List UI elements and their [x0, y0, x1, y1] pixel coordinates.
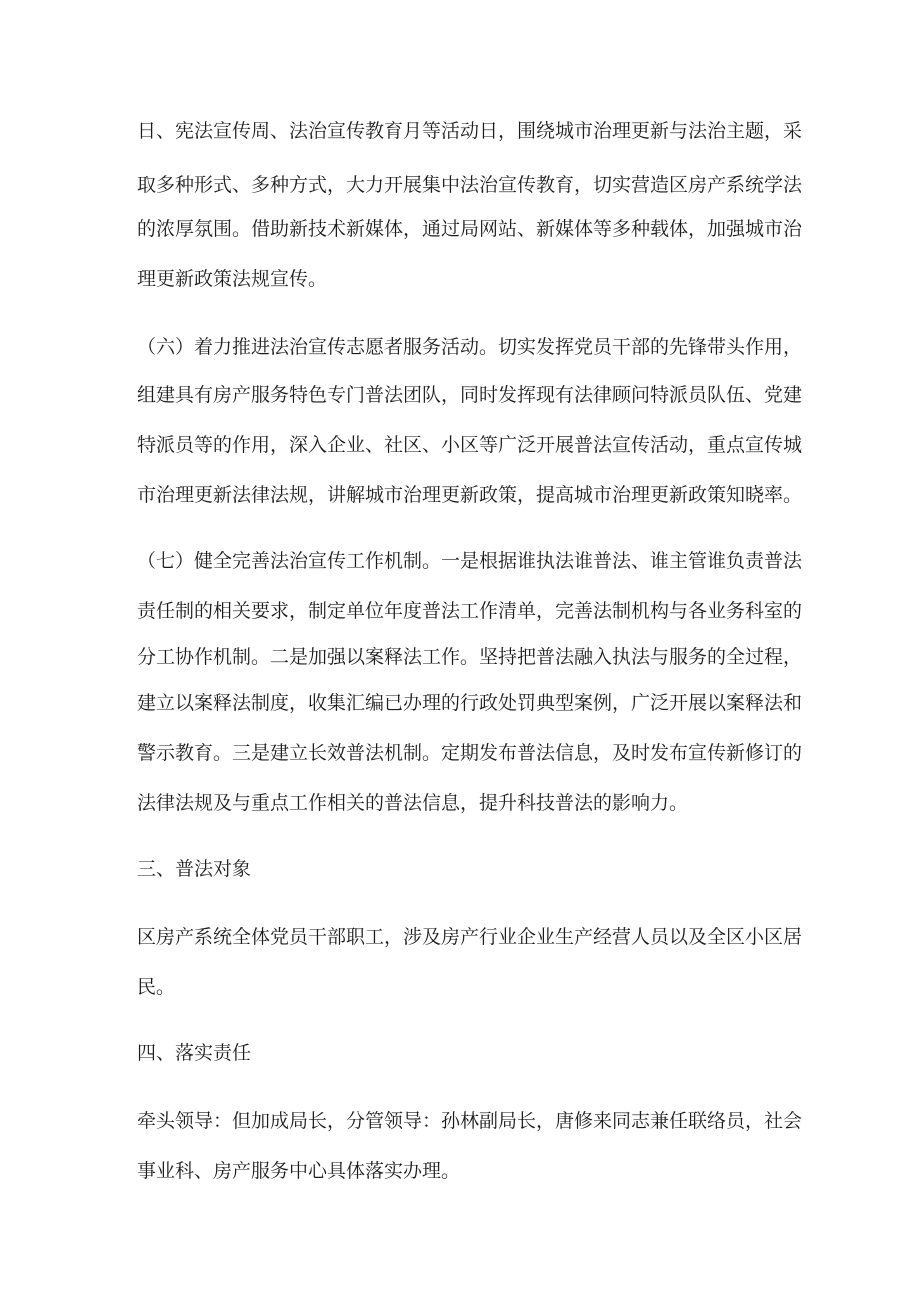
section-heading-text: 四、落实责任 [137, 1042, 252, 1064]
text-line: 日、宪法宣传周、法治宣传教育月等活动日，围绕城市治理更新与法治主题，采 [137, 120, 803, 142]
text-line: 建立以案释法制度，收集汇编已办理的行政处罚典型案例，广泛开展以案释法和 [137, 692, 803, 714]
text-line: （六）着力推进法治宣传志愿者服务活动。切实发挥党员干部的先锋带头作用， [137, 336, 803, 358]
text-line: 区房产系统全体党员干部职工，涉及房产行业企业生产经营人员以及全区小区居 [137, 926, 803, 948]
text-line: 牵头领导：但加成局长，分管领导：孙林副局长，唐修来同志兼任联络员，社会 [137, 1110, 803, 1132]
text-line: 分工协作机制。二是加强以案释法工作。坚持把普法融入执法与服务的全过程， [137, 646, 803, 668]
text-line: 责任制的相关要求，制定单位年度普法工作清单，完善法制机构与各业务科室的 [137, 600, 803, 622]
text-line: 组建具有房产服务特色专门普法团队，同时发挥现有法律顾问特派员队伍、党建 [137, 384, 803, 406]
text-line: 取多种形式、多种方式，大力开展集中法治宣传教育，切实营造区房产系统学法 [137, 174, 803, 196]
text-line: 事业科、房产服务中心具体落实办理。 [137, 1160, 461, 1182]
text-line: 民。 [137, 976, 176, 998]
text-line: （七）健全完善法治宣传工作机制。一是根据谁执法谁普法、谁主管谁负责普法 [137, 550, 803, 572]
text-line: 理更新政策法规宣传。 [137, 268, 328, 290]
text-line: 市治理更新法律法规，讲解城市治理更新政策，提高城市治理更新政策知晓率。 [137, 484, 803, 506]
text-line: 特派员等的作用，深入企业、社区、小区等广泛开展普法宣传活动，重点宣传城 [137, 434, 803, 456]
text-line: 法律法规及与重点工作相关的普法信息，提升科技普法的影响力。 [137, 792, 689, 814]
text-line: 警示教育。三是建立长效普法机制。定期发布普法信息，及时发布宣传新修订的 [137, 742, 803, 764]
text-line: 的浓厚氛围。借助新技术新媒体，通过局网站、新媒体等多种载体，加强城市治 [137, 218, 803, 240]
section-heading-text: 三、普法对象 [137, 858, 252, 880]
